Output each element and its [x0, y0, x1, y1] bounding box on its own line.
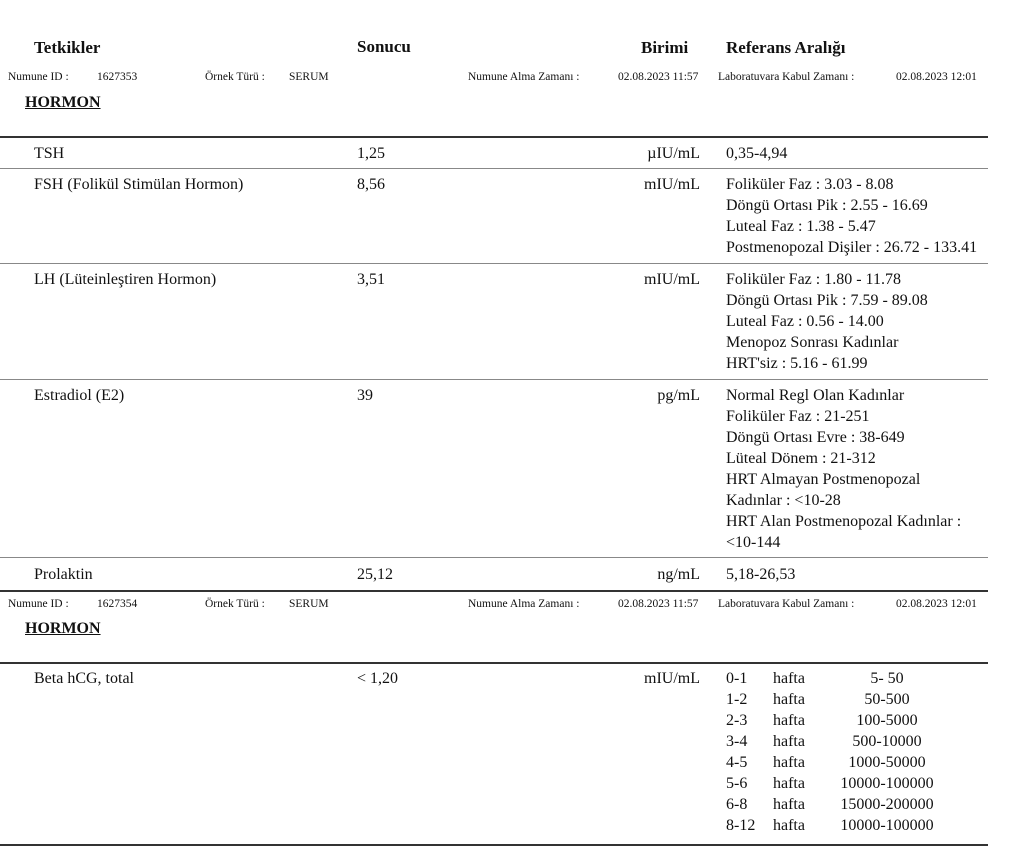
- hcg-reference-row: [726, 794, 941, 815]
- hcg-range: 500-10000: [852, 733, 922, 750]
- divider: [0, 662, 988, 664]
- divider: [0, 844, 988, 846]
- test-result: < 1,20: [357, 670, 399, 687]
- sample-type-label: Örnek Türü :: [205, 71, 265, 83]
- hcg-range: 15000-200000: [840, 796, 934, 813]
- reference-line: Postmenopozal Dişiler : 26.72 - 133.41: [726, 239, 978, 256]
- test-name: LH (Lüteinleştiren Hormon): [34, 271, 217, 288]
- hcg-reference-row: [726, 815, 941, 836]
- divider: [0, 557, 988, 558]
- test-reference: [726, 174, 977, 258]
- test-name: Prolaktin: [34, 566, 93, 583]
- hcg-reference-row: [726, 710, 941, 731]
- collection-time-label: Numune Alma Zamanı :: [468, 598, 580, 610]
- collection-time-value: 02.08.2023 11:57: [618, 598, 699, 610]
- divider: [0, 136, 988, 138]
- hcg-reference-row: [726, 668, 941, 689]
- column-header-test: Tetkikler: [34, 38, 101, 57]
- test-result: 39: [357, 387, 373, 404]
- reference-line: Luteal Faz : 0.56 - 14.00: [726, 313, 884, 330]
- test-result: 1,25: [357, 145, 385, 162]
- test-unit: pg/mL: [657, 387, 700, 404]
- hcg-weeks: 1-2: [726, 691, 748, 708]
- test-reference: [726, 385, 961, 553]
- test-unit: µIU/mL: [647, 145, 700, 162]
- sample-type-value: SERUM: [289, 71, 329, 83]
- reference-line: Normal Regl Olan Kadınlar: [726, 387, 905, 404]
- sample-type-label: Örnek Türü :: [205, 598, 265, 610]
- test-reference: [726, 143, 787, 164]
- test-result: 25,12: [357, 566, 393, 583]
- hcg-range: 5- 50: [870, 670, 904, 687]
- lab-accept-time-label: Laboratuvara Kabul Zamanı :: [718, 71, 855, 83]
- test-result: 3,51: [357, 271, 385, 288]
- hcg-range: 10000-100000: [840, 817, 934, 834]
- sample-id-label: Numune ID :: [8, 71, 69, 83]
- hcg-reference-row: [726, 731, 941, 752]
- sample-id-label: Numune ID :: [8, 598, 69, 610]
- reference-line: Döngü Ortası Pik : 2.55 - 16.69: [726, 197, 928, 214]
- collection-time-value: 02.08.2023 11:57: [618, 71, 699, 83]
- hcg-reference-row: [726, 752, 941, 773]
- test-name: FSH (Folikül Stimülan Hormon): [34, 176, 244, 193]
- divider: [0, 590, 988, 592]
- hcg-weeks: 2-3: [726, 712, 748, 729]
- reference-line: HRT Alan Postmenopozal Kadınlar :: [726, 513, 962, 530]
- reference-line: Döngü Ortası Evre : 38-649: [726, 429, 905, 446]
- test-name: Estradiol (E2): [34, 387, 125, 404]
- hcg-weeks: 5-6: [726, 775, 748, 792]
- test-name: Beta hCG, total: [34, 670, 134, 687]
- test-unit: mIU/mL: [644, 176, 700, 193]
- reference-line: <10-144: [726, 534, 781, 551]
- lab-accept-time-value: 02.08.2023 12:01: [896, 598, 977, 610]
- hcg-weeks: 6-8: [726, 796, 748, 813]
- section-title: HORMON: [25, 620, 101, 637]
- hcg-reference-row: [726, 689, 941, 710]
- test-unit: ng/mL: [657, 566, 700, 583]
- hcg-range: 1000-50000: [848, 754, 926, 771]
- test-unit: mIU/mL: [644, 670, 700, 687]
- reference-line: Döngü Ortası Pik : 7.59 - 89.08: [726, 292, 928, 309]
- divider: [0, 379, 988, 380]
- column-header-reference: Referans Aralığı: [726, 38, 846, 57]
- hcg-weeks: 8-12: [726, 817, 756, 834]
- reference-line: 5,18-26,53: [726, 566, 796, 583]
- hcg-unit: hafta: [773, 670, 805, 687]
- reference-line: Foliküler Faz : 1.80 - 11.78: [726, 271, 901, 288]
- test-result: 8,56: [357, 176, 385, 193]
- sample-type-value: SERUM: [289, 598, 329, 610]
- column-header-result: Sonucu: [357, 37, 411, 56]
- sample-id-value: 1627354: [97, 598, 138, 610]
- hcg-unit: hafta: [773, 712, 805, 729]
- hcg-weeks: 0-1: [726, 670, 748, 687]
- test-reference: [726, 269, 928, 374]
- hcg-weeks: 4-5: [726, 754, 748, 771]
- hcg-unit: hafta: [773, 754, 805, 771]
- hcg-unit: hafta: [773, 775, 805, 792]
- hcg-reference-table: [726, 668, 941, 836]
- test-name: TSH: [34, 145, 65, 162]
- sample-id-value: 1627353: [97, 71, 138, 83]
- column-header-unit: Birimi: [641, 38, 689, 57]
- lab-accept-time-value: 02.08.2023 12:01: [896, 71, 977, 83]
- reference-line: Foliküler Faz : 3.03 - 8.08: [726, 176, 894, 193]
- test-reference: [726, 564, 795, 585]
- reference-line: Kadınlar : <10-28: [726, 492, 841, 509]
- hcg-unit: hafta: [773, 796, 805, 813]
- lab-accept-time-label: Laboratuvara Kabul Zamanı :: [718, 598, 855, 610]
- reference-line: HRT Almayan Postmenopozal: [726, 471, 921, 488]
- hcg-range: 50-500: [864, 691, 910, 708]
- divider: [0, 168, 988, 169]
- reference-line: HRT'siz : 5.16 - 61.99: [726, 355, 868, 372]
- hcg-unit: hafta: [773, 691, 805, 708]
- hcg-unit: hafta: [773, 817, 805, 834]
- collection-time-label: Numune Alma Zamanı :: [468, 71, 580, 83]
- section-title: HORMON: [25, 94, 101, 111]
- divider: [0, 263, 988, 264]
- reference-line: Menopoz Sonrası Kadınlar: [726, 334, 899, 351]
- hcg-reference-row: [726, 773, 941, 794]
- hcg-unit: hafta: [773, 733, 805, 750]
- test-unit: mIU/mL: [644, 271, 700, 288]
- reference-line: Lüteal Dönem : 21-312: [726, 450, 876, 467]
- hcg-weeks: 3-4: [726, 733, 748, 750]
- hcg-range: 10000-100000: [840, 775, 934, 792]
- hcg-range: 100-5000: [856, 712, 918, 729]
- reference-line: Luteal Faz : 1.38 - 5.47: [726, 218, 876, 235]
- reference-line: Foliküler Faz : 21-251: [726, 408, 870, 425]
- reference-line: 0,35-4,94: [726, 145, 788, 162]
